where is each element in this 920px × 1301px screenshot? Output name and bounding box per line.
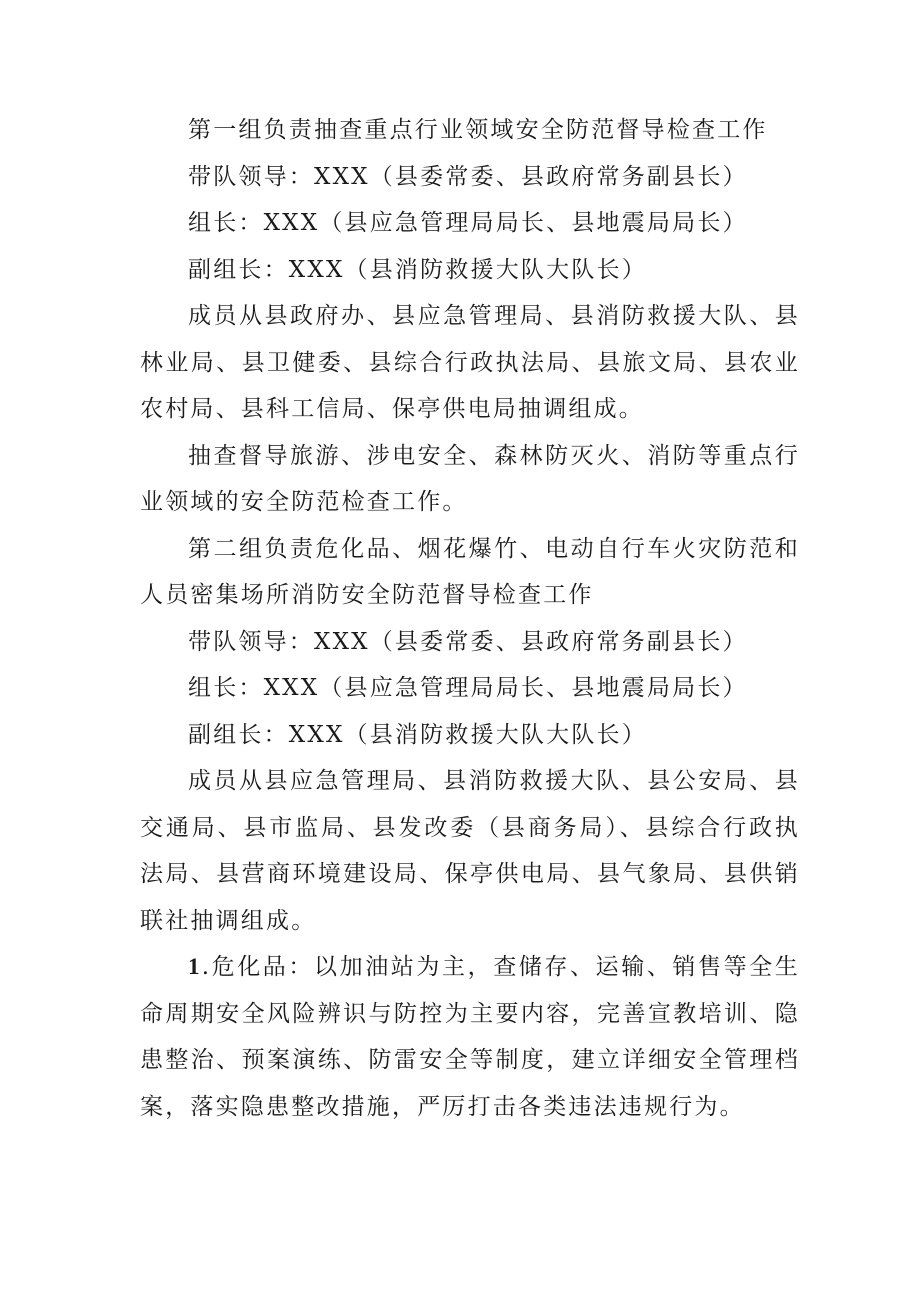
item-hazardous-chemicals: [140, 944, 800, 1130]
group1-members: 成员从县政府办、县应急管理局、县消防救援大队、县林业局、县卫健委、县综合行政执法局、县旅文局、县农业农村局、县科工信局、保亭供电局抽调组成。: [140, 303, 800, 422]
group2-leader: 带队领导：XXX（县委常委、县政府常务副县长）: [188, 628, 748, 655]
group1-leader: 带队领导：XXX（县委常委、县政府常务副县长）: [188, 163, 748, 190]
group2-deputy-head: 副组长：XXX（县消防救援大队大队长）: [188, 721, 647, 748]
group2-head: 组长：XXX（县应急管理局局长、县地震局局长）: [188, 675, 748, 701]
document-body: [140, 107, 800, 1130]
item-number: 1: [188, 954, 202, 979]
group2-heading: 第二组负责危化品、烟花爆竹、电动自行车火灾防范和人员密集场所消防安全防范督导检查工作: [140, 535, 800, 608]
group2-members: 成员从县应急管理局、县消防救援大队、县公安局、县交通局、县市监局、县发改委（县商务局）、县综合行政执法局、县营商环境建设局、保亭供电局、县气象局、县供销联社抽调组成。: [140, 768, 800, 934]
item-text: .危化品：以加油站为主，查储存、运输、销售等全生命周期安全风险辨识与防控为主要内容，完善宣教培训、隐患整治、预案演练、防雷安全等制度，建立详细安全管理档案，落实隐患整改措施，严厉打击各类违法违规行为。: [140, 954, 800, 1120]
group1-duties: 抽查督导旅游、涉电安全、森林防灭火、消防等重点行业领域的安全防范检查工作。: [140, 442, 800, 515]
group1-deputy-head: 副组长：XXX（县消防救援大队大队长）: [188, 256, 647, 283]
group1-heading: 第一组负责抽查重点行业领域安全防范督导检查工作: [188, 117, 768, 143]
group1-head: 组长：XXX（县应急管理局局长、县地震局局长）: [188, 210, 748, 236]
